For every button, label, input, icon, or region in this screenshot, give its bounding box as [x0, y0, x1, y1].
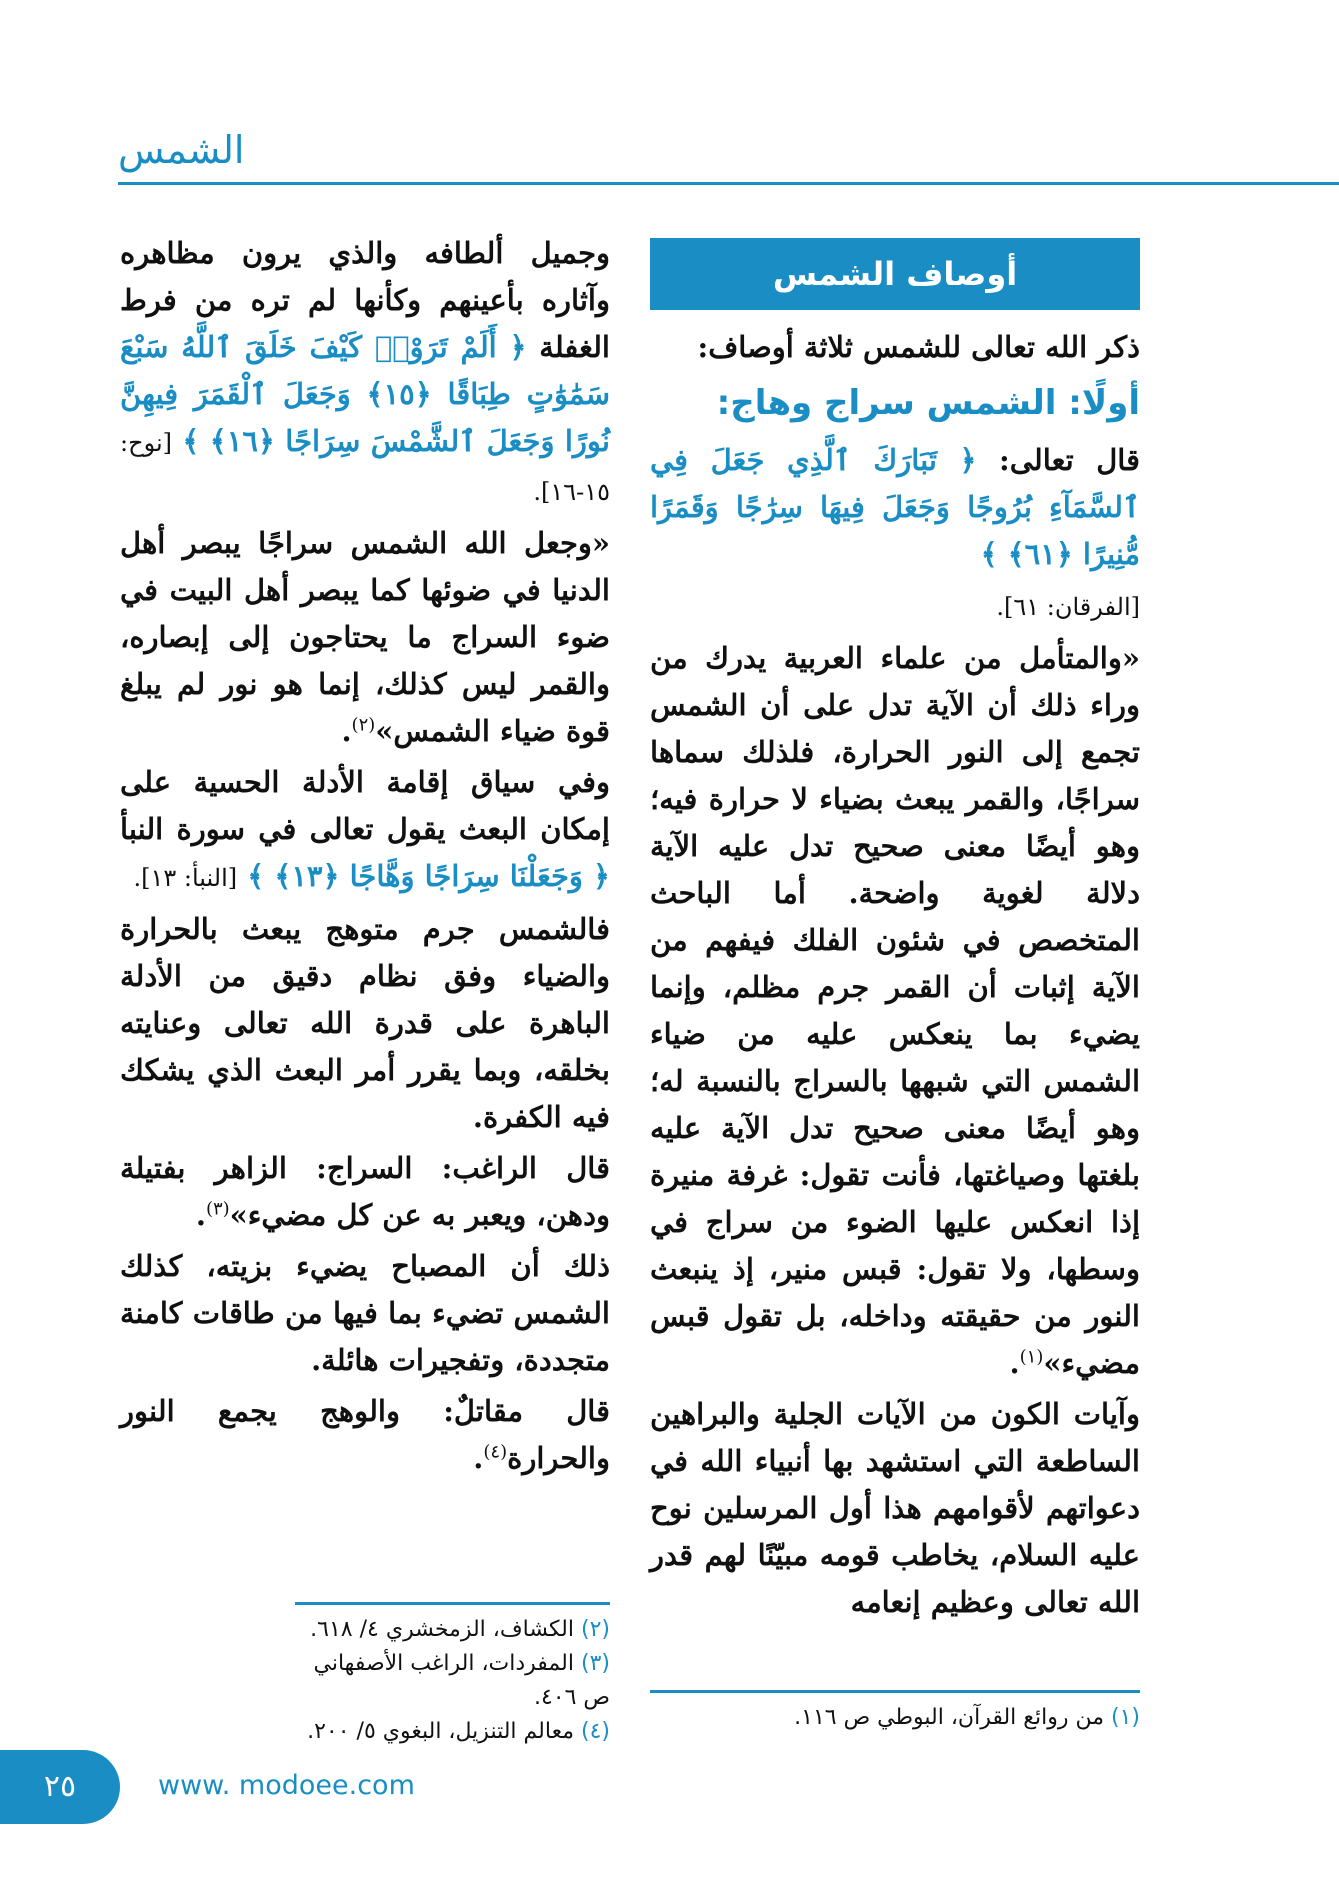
footnote: (٣) المفردات، الراغب الأصفهاني ص ٤٠٦.	[313, 1651, 610, 1710]
page-number: ٢٥	[0, 1750, 120, 1824]
subheading: أولًا: الشمس سراج وهاج:	[716, 383, 1140, 423]
footnote: (٢) الكشاف، الزمخشري ٤/ ٦١٨.	[310, 1617, 610, 1642]
verse-reference: [الفرقان: ٦١].	[996, 593, 1140, 621]
verse-reference: [النبأ: ١٣].	[133, 864, 238, 892]
quran-verse: ﴿ تَبَارَكَ ٱلَّذِي جَعَلَ فِي ٱلسَّمَآءِ بُرُوجًا وَجَعَلَ فِيهَا سِرَٰجًا وَقَمَرًا مُّنِيرًا ﴿٦١﴾ ﴾	[650, 443, 1140, 571]
footnote-rule	[295, 1602, 610, 1605]
footnote-rule	[650, 1690, 1140, 1693]
section-title: أوصاف الشمس	[650, 238, 1140, 310]
footnote-marker: (٣)	[205, 1198, 230, 1220]
paragraph: وفي سياق إقامة الأدلة الحسية على إمكان البعث يقول تعالى في سورة النبأ ﴿ وَجَعَلْنَا سِرَاجًا وَهَّاجًا ﴿١٣﴾ ﴾ [النبأ: ١٣].	[120, 765, 610, 893]
verse-lead: قال تعالى:	[999, 443, 1140, 477]
quran-verse: ﴿ وَجَعَلْنَا سِرَاجًا وَهَّاجًا ﴿١٣﴾ ﴾	[247, 859, 610, 893]
paragraph: قال الراغب: السراج: الزاهر بفتيلة ودهن، ويعبر به عن كل مضيء»$^{(٣)}$.	[120, 1151, 610, 1232]
right-footnotes	[650, 1690, 1140, 1735]
footnote: (٤) معالم التنزيل، البغوي ٥/ ٢٠٠.	[307, 1719, 610, 1744]
footnote: (١) من روائع القرآن، البوطي ص ١١٦.	[794, 1705, 1140, 1730]
paragraph: وجميل ألطافه والذي يرون مظاهره وآثاره بأعينهم وكأنها لم تره من فرط الغفلة ﴿ أَلَمْ تَرَوْا۟ كَيْفَ خَلَقَ ٱللَّهُ سَبْعَ سَمَٰوَٰتٍ طِبَاقًا ﴿١٥﴾ وَجَعَلَ ٱلْقَمَرَ فِيهِنَّ نُورًا وَجَعَلَ ٱلشَّمْسَ سِرَاجًا ﴿١٦﴾ ﴾ [نوح: ١٥-١٦].	[120, 236, 610, 506]
header-rule	[118, 182, 1339, 185]
quran-verse: ﴿ أَلَمْ تَرَوْا۟ كَيْفَ خَلَقَ ٱللَّهُ سَبْعَ سَمَٰوَٰتٍ طِبَاقًا ﴿١٥﴾ وَجَعَلَ ٱلْقَمَرَ فِيهِنَّ نُورًا وَجَعَلَ ٱلشَّمْسَ سِرَاجًا ﴿١٦﴾ ﴾	[120, 330, 610, 458]
running-head: الشمس	[118, 128, 245, 172]
website-link[interactable]: www. modoee.com	[158, 1770, 415, 1801]
right-column	[650, 238, 1140, 1630]
footnote-marker: (٤)	[483, 1441, 508, 1463]
paragraph: وآيات الكون من الآيات الجلية والبراهين الساطعة التي استشهد بها أنبياء الله في دعواتهم لأقوامهم هذا أول المرسلين نوح عليه السلام، يخاطب قومه مبيّنًا لهم قدر الله تعالى وعظيم إنعامه	[650, 1397, 1140, 1619]
paragraph: فالشمس جرم متوهج يبعث بالحرارة والضياء وفق نظام دقيق من الأدلة الباهرة على قدرة الله تعالى وعنايته بخلقه، وبما يقرر أمر البعث الذي يشكك فيه الكفرة.	[120, 912, 610, 1134]
paragraph: «وجعل الله الشمس سراجًا يبصر أهل الدنيا في ضوئها كما يبصر أهل البيت في ضوء السراج ما يحتاجون إلى إبصاره، والقمر ليس كذلك، إنما هو نور لم يبلغ قوة ضياء الشمس»$^{(٢)}$.	[120, 526, 610, 748]
left-column	[120, 230, 610, 1486]
verse-paragraph	[650, 437, 1140, 578]
paragraph: ذلك أن المصباح يضيء بزيته، كذلك الشمس تضيء بما فيها من طاقات كامنة متجددة، وتفجيرات هائلة.	[120, 1249, 610, 1377]
intro-paragraph: ذكر الله تعالى للشمس ثلاثة أوصاف:	[697, 330, 1140, 364]
verse-reference: [نوح: ١٥-١٦].	[120, 429, 610, 506]
paragraph: قال مقاتلٌ: والوهج يجمع النور والحرارة$^{(٤)}$.	[120, 1394, 610, 1475]
paragraph: «والمتأمل من علماء العربية يدرك من وراء ذلك أن الآية تدل على أن الشمس تجمع إلى النور الحرارة، فلذلك سماها سراجًا، والقمر يبعث بضياء لا حرارة فيه؛ وهو أيضًا معنى صحيح تدل عليه الآية دلالة لغوية واضحة. أما الباحث المتخصص في شئون الفلك فيفهم من الآية إثبات أن القمر جرم مظلم، وإنما يضيء بما ينعكس عليه من ضياء الشمس التي شبهها بالسراج بالنسبة له؛ وهو أيضًا معنى صحيح تدل الآية عليه بلغتها وصياغتها، فأنت تقول: غرفة منيرة إذا انعكس عليها الضوء من سراج في وسطها، ولا تقول: قبس منير، إذ ينبعث النور من حقيقته وداخله، بل تقول قبس مضيء»$^{(١)}$.	[650, 641, 1140, 1380]
footnote-marker: (١)	[1019, 1346, 1044, 1368]
footnote-marker: (٢)	[351, 714, 376, 736]
left-footnotes	[295, 1602, 610, 1749]
